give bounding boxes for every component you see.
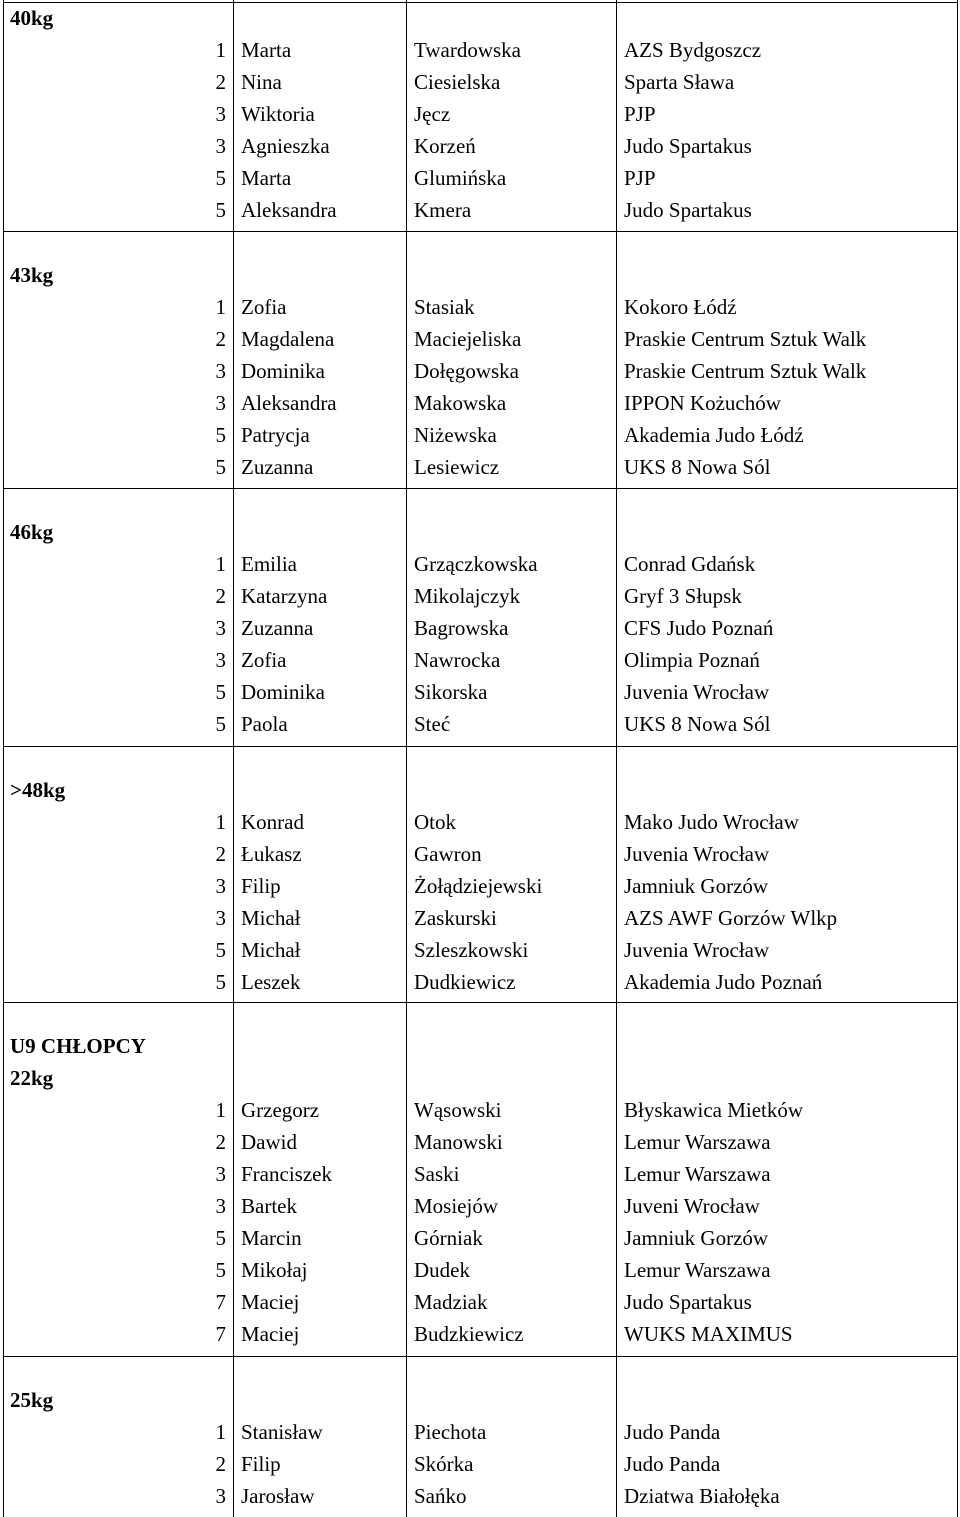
result-place: 5 — [215, 1258, 226, 1282]
athlete-first-name: Grzegorz — [241, 1098, 320, 1122]
athlete-club: Kokoro Łódź — [624, 295, 737, 319]
result-place: 1 — [215, 552, 226, 576]
athlete-last-name: Saski — [414, 1162, 460, 1186]
result-place: 5 — [215, 423, 226, 447]
athlete-club: Akademia Judo Łódź — [624, 423, 804, 447]
result-place: 3 — [215, 102, 226, 126]
athlete-last-name: Bagrowska — [414, 616, 509, 640]
table-row-separator — [3, 488, 958, 489]
athlete-first-name: Filip — [241, 1452, 281, 1476]
result-place: 3 — [215, 874, 226, 898]
athlete-last-name: Niżewska — [414, 423, 497, 447]
athlete-club: Judo Spartakus — [624, 1290, 752, 1314]
athlete-club: Juvenia Wrocław — [624, 680, 770, 704]
athlete-club: Sparta Sława — [624, 70, 735, 94]
result-place: 3 — [215, 616, 226, 640]
weight-category-heading: 43kg — [10, 263, 54, 287]
athlete-last-name: Kmera — [414, 198, 472, 222]
athlete-last-name: Ciesielska — [414, 70, 501, 94]
athlete-last-name: Sańko — [414, 1484, 467, 1508]
athlete-first-name: Aleksandra — [241, 391, 337, 415]
athlete-first-name: Mikołaj — [241, 1258, 308, 1282]
athlete-last-name: Twardowska — [414, 38, 521, 62]
athlete-club: Praskie Centrum Sztuk Walk — [624, 327, 867, 351]
result-place: 5 — [215, 455, 226, 479]
table-border-place — [233, 0, 234, 1517]
athlete-first-name: Michał — [241, 938, 301, 962]
athlete-last-name: Dołęgowska — [414, 359, 519, 383]
athlete-first-name: Maciej — [241, 1322, 300, 1346]
athlete-last-name: Zaskurski — [414, 906, 497, 930]
athlete-first-name: Marta — [241, 38, 292, 62]
athlete-last-name: Manowski — [414, 1130, 503, 1154]
athlete-first-name: Wiktoria — [241, 102, 315, 126]
result-place: 5 — [215, 1226, 226, 1250]
table-border-name — [406, 0, 407, 1517]
athlete-last-name: Maciejeliska — [414, 327, 522, 351]
athlete-first-name: Łukasz — [241, 842, 302, 866]
weight-category-heading: U9 CHŁOPCY — [10, 1034, 146, 1058]
athlete-first-name: Nina — [241, 70, 282, 94]
table-row-separator — [3, 746, 958, 747]
athlete-first-name: Jarosław — [241, 1484, 315, 1508]
athlete-last-name: Mosiejów — [414, 1194, 498, 1218]
athlete-first-name: Leszek — [241, 970, 301, 994]
athlete-last-name: Steć — [414, 712, 451, 736]
athlete-last-name: Skórka — [414, 1452, 474, 1476]
athlete-club: Dziatwa Białołęka — [624, 1484, 780, 1508]
athlete-first-name: Katarzyna — [241, 584, 328, 608]
athlete-club: Judo Panda — [624, 1420, 721, 1444]
result-place: 3 — [215, 1162, 226, 1186]
athlete-last-name: Korzeń — [414, 134, 476, 158]
athlete-first-name: Agnieszka — [241, 134, 330, 158]
weight-category-heading: 25kg — [10, 1388, 54, 1412]
table-border-right — [957, 0, 958, 1517]
athlete-club: AZS Bydgoszcz — [624, 38, 762, 62]
athlete-last-name: Mikolajczyk — [414, 584, 521, 608]
table-row-separator — [3, 231, 958, 232]
athlete-last-name: Jęcz — [414, 102, 451, 126]
athlete-last-name: Madziak — [414, 1290, 488, 1314]
athlete-last-name: Gawron — [414, 842, 482, 866]
athlete-last-name: Otok — [414, 810, 456, 834]
athlete-first-name: Dominika — [241, 359, 325, 383]
weight-category-heading: >48kg — [10, 778, 66, 802]
athlete-club: IPPON Kożuchów — [624, 391, 781, 415]
athlete-club: Gryf 3 Słupsk — [624, 584, 742, 608]
athlete-first-name: Patrycja — [241, 423, 310, 447]
athlete-last-name: Piechota — [414, 1420, 487, 1444]
result-place: 1 — [215, 810, 226, 834]
athlete-last-name: Grzączkowska — [414, 552, 538, 576]
table-row-separator — [3, 1356, 958, 1357]
athlete-first-name: Paola — [241, 712, 288, 736]
athlete-last-name: Stasiak — [414, 295, 475, 319]
result-place: 1 — [215, 1420, 226, 1444]
result-place: 3 — [215, 359, 226, 383]
athlete-first-name: Bartek — [241, 1194, 297, 1218]
result-place: 1 — [215, 38, 226, 62]
weight-category-heading: 22kg — [10, 1066, 54, 1090]
result-place: 3 — [215, 391, 226, 415]
athlete-last-name: Nawrocka — [414, 648, 501, 672]
athlete-first-name: Marta — [241, 166, 292, 190]
athlete-first-name: Emilia — [241, 552, 297, 576]
result-place: 3 — [215, 134, 226, 158]
athlete-last-name: Budzkiewicz — [414, 1322, 524, 1346]
result-place: 2 — [215, 70, 226, 94]
athlete-club: Błyskawica Mietków — [624, 1098, 804, 1122]
athlete-club: Lemur Warszawa — [624, 1130, 771, 1154]
athlete-club: Jamniuk Gorzów — [624, 1226, 769, 1250]
athlete-club: Mako Judo Wrocław — [624, 810, 799, 834]
athlete-club: PJP — [624, 102, 656, 126]
result-place: 7 — [215, 1322, 226, 1346]
athlete-last-name: Sikorska — [414, 680, 488, 704]
athlete-first-name: Zofia — [241, 648, 287, 672]
result-place: 2 — [215, 1452, 226, 1476]
result-place: 5 — [215, 166, 226, 190]
athlete-last-name: Dudkiewicz — [414, 970, 516, 994]
athlete-last-name: Górniak — [414, 1226, 483, 1250]
athlete-club: PJP — [624, 166, 656, 190]
result-place: 3 — [215, 1194, 226, 1218]
athlete-club: Juvenia Wrocław — [624, 842, 770, 866]
result-place: 5 — [215, 970, 226, 994]
athlete-first-name: Dawid — [241, 1130, 297, 1154]
athlete-first-name: Zofia — [241, 295, 287, 319]
athlete-club: WUKS MAXIMUS — [624, 1322, 793, 1346]
athlete-club: Lemur Warszawa — [624, 1258, 771, 1282]
athlete-club: Lemur Warszawa — [624, 1162, 771, 1186]
athlete-club: Judo Spartakus — [624, 198, 752, 222]
result-place: 3 — [215, 648, 226, 672]
table-row-separator — [3, 1002, 958, 1003]
weight-category-heading: 40kg — [10, 6, 54, 30]
athlete-club: Olimpia Poznań — [624, 648, 760, 672]
result-place: 2 — [215, 1130, 226, 1154]
athlete-club: Juvenia Wrocław — [624, 938, 770, 962]
table-border-left — [3, 0, 4, 1517]
athlete-club: UKS 8 Nowa Sól — [624, 455, 771, 479]
athlete-first-name: Aleksandra — [241, 198, 337, 222]
athlete-first-name: Stanisław — [241, 1420, 323, 1444]
athlete-first-name: Konrad — [241, 810, 304, 834]
athlete-first-name: Maciej — [241, 1290, 300, 1314]
athlete-first-name: Dominika — [241, 680, 325, 704]
athlete-last-name: Wąsowski — [414, 1098, 502, 1122]
result-place: 5 — [215, 680, 226, 704]
athlete-club: UKS 8 Nowa Sól — [624, 712, 771, 736]
result-place: 5 — [215, 712, 226, 736]
athlete-last-name: Żołądziejewski — [414, 874, 543, 898]
athlete-club: Conrad Gdańsk — [624, 552, 756, 576]
athlete-last-name: Lesiewicz — [414, 455, 500, 479]
weight-category-heading: 46kg — [10, 520, 54, 544]
result-place: 3 — [215, 1484, 226, 1508]
athlete-first-name: Zuzanna — [241, 616, 314, 640]
result-place: 5 — [215, 938, 226, 962]
athlete-first-name: Michał — [241, 906, 301, 930]
result-place: 5 — [215, 198, 226, 222]
result-place: 3 — [215, 906, 226, 930]
athlete-club: Jamniuk Gorzów — [624, 874, 769, 898]
athlete-first-name: Zuzanna — [241, 455, 314, 479]
athlete-club: Juveni Wrocław — [624, 1194, 760, 1218]
athlete-first-name: Filip — [241, 874, 281, 898]
table-row-separator — [3, 2, 958, 3]
athlete-first-name: Franciszek — [241, 1162, 332, 1186]
athlete-first-name: Marcin — [241, 1226, 302, 1250]
result-place: 2 — [215, 842, 226, 866]
athlete-club: Praskie Centrum Sztuk Walk — [624, 359, 867, 383]
athlete-club: AZS AWF Gorzów Wlkp — [624, 906, 838, 930]
athlete-last-name: Dudek — [414, 1258, 470, 1282]
athlete-last-name: Glumińska — [414, 166, 507, 190]
athlete-first-name: Magdalena — [241, 327, 335, 351]
athlete-club: CFS Judo Poznań — [624, 616, 774, 640]
athlete-last-name: Makowska — [414, 391, 507, 415]
athlete-last-name: Szleszkowski — [414, 938, 529, 962]
table-border-club — [616, 0, 617, 1517]
result-place: 1 — [215, 1098, 226, 1122]
result-place: 2 — [215, 327, 226, 351]
result-place: 1 — [215, 295, 226, 319]
result-place: 7 — [215, 1290, 226, 1314]
result-place: 2 — [215, 584, 226, 608]
athlete-club: Judo Panda — [624, 1452, 721, 1476]
athlete-club: Akademia Judo Poznań — [624, 970, 823, 994]
athlete-club: Judo Spartakus — [624, 134, 752, 158]
